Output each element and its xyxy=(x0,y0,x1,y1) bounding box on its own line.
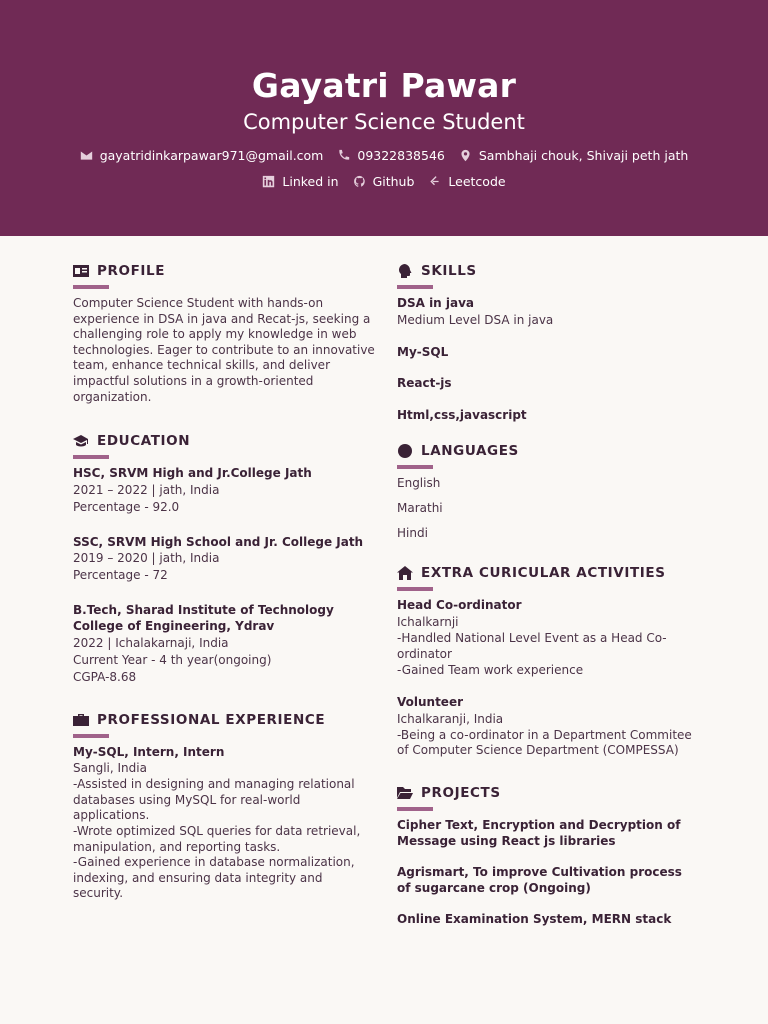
candidate-name: Gayatri Pawar xyxy=(251,66,517,105)
phone-icon xyxy=(337,149,350,162)
skill-item: Html,css,javascript xyxy=(397,407,527,422)
candidate-title: Computer Science Student xyxy=(243,110,525,134)
mail-icon xyxy=(80,149,93,162)
github-link[interactable] xyxy=(353,174,415,189)
language-item: English xyxy=(397,476,441,491)
experience-point: -Gained experience in database normalization, indexing, and ensuring data integrity and security. xyxy=(73,855,355,901)
languages-heading: LANGUAGES xyxy=(397,443,697,459)
skills-section xyxy=(397,263,697,423)
projects-section xyxy=(397,785,697,928)
profile-section xyxy=(73,263,375,405)
language-item: Marathi xyxy=(397,501,443,516)
location-pin-icon xyxy=(459,149,472,162)
leetcode-text: Leetcode xyxy=(448,174,506,189)
linkedin-link[interactable] xyxy=(262,174,338,189)
experience-point: -Wrote optimized SQL queries for data retrieval, manipulation, and reporting tasks. xyxy=(73,823,361,854)
resume-header xyxy=(0,0,768,236)
section-underline xyxy=(73,285,109,289)
activities-section xyxy=(397,565,697,759)
experience-point: -Assisted in designing and managing relational databases using MySQL for real-world applications. xyxy=(73,777,355,823)
links-row xyxy=(0,174,768,189)
section-underline xyxy=(397,587,433,591)
projects-heading: PROJECTS xyxy=(397,785,697,801)
github-text: Github xyxy=(372,174,415,189)
skill-item: DSA in java Medium Level DSA in java xyxy=(397,296,554,327)
email-contact[interactable] xyxy=(80,148,324,163)
project-item: Cipher Text, Encryption and Decryption of Message using React js libraries xyxy=(397,817,681,848)
leetcode-icon xyxy=(428,175,441,188)
education-heading: EDUCATION xyxy=(73,433,375,449)
phone-contact[interactable] xyxy=(337,148,444,163)
project-item: Online Examination System, MERN stack xyxy=(397,912,672,927)
right-column xyxy=(397,263,697,928)
address-text: Sambhaji chouk, Shivaji peth jath xyxy=(478,148,689,163)
experience-title: My-SQL, Intern, Intern xyxy=(73,744,225,759)
skill-item: My-SQL xyxy=(397,344,449,359)
experience-heading: PROFESSIONAL EXPERIENCE xyxy=(73,712,375,728)
skills-heading: SKILLS xyxy=(397,263,697,279)
section-underline xyxy=(73,455,109,459)
profile-heading: PROFILE xyxy=(73,263,375,279)
folder-open-icon xyxy=(397,786,413,800)
activities-heading: EXTRA CURICULAR ACTIVITIES xyxy=(397,565,697,581)
section-underline xyxy=(73,734,109,738)
experience-section xyxy=(73,712,375,902)
activity-entry: Volunteer Ichalkaranji, India -Being a co-ordinator in a Department Commitee of Computer Science Department (COMPESSA) xyxy=(397,695,692,758)
linkedin-icon xyxy=(262,175,275,188)
linkedin-text: Linked in xyxy=(282,174,339,189)
contact-row xyxy=(0,148,768,163)
languages-section xyxy=(397,443,697,541)
skill-item: React-js xyxy=(397,376,452,391)
project-item: Agrismart, To improve Cultivation process of sugarcane crop (Ongoing) xyxy=(397,865,682,895)
home-icon xyxy=(397,566,413,580)
phone-text: 09322838546 xyxy=(357,148,445,163)
section-underline xyxy=(397,465,433,469)
left-column xyxy=(73,263,375,902)
activity-entry: Head Co-ordinator Ichalkarnji -Handled National Level Event as a Head Co-ordinator -Gained Team work experience xyxy=(397,598,667,678)
globe-icon xyxy=(397,444,413,458)
address-contact xyxy=(459,148,688,163)
language-item: Hindi xyxy=(397,526,428,541)
section-underline xyxy=(397,285,433,289)
education-entry: B.Tech, Sharad Institute of Technology College of Engineering, Ydrav 2022 | Ichalakarnaji, India Current Year - 4 th year(ongoing) CGPA-8.68 xyxy=(73,603,334,684)
section-underline xyxy=(397,807,433,811)
briefcase-icon xyxy=(73,713,89,727)
education-entry: HSC, SRVM High and Jr.College Jath 2021 – 2022 | jath, India Percentage - 92.0 xyxy=(73,466,312,514)
github-icon xyxy=(353,175,366,188)
profile-text: Computer Science Student with hands-on experience in DSA in java and Recat-js, seeking a challenging role to apply my knowledge in web technologies. Eager to contribute to an innovative team, enhance technical skills, and deliver impactful solutions in a growth-oriented organization. xyxy=(73,296,375,404)
id-card-icon xyxy=(73,264,89,278)
education-section xyxy=(73,433,375,685)
brain-icon xyxy=(397,264,413,278)
experience-location: Sangli, India xyxy=(73,761,147,776)
leetcode-link[interactable] xyxy=(428,174,505,189)
education-entry: SSC, SRVM High School and Jr. College Jath 2019 – 2020 | jath, India Percentage - 72 xyxy=(73,534,364,583)
email-text: gayatridinkarpawar971@gmail.com xyxy=(99,148,324,163)
graduation-cap-icon xyxy=(73,434,89,448)
